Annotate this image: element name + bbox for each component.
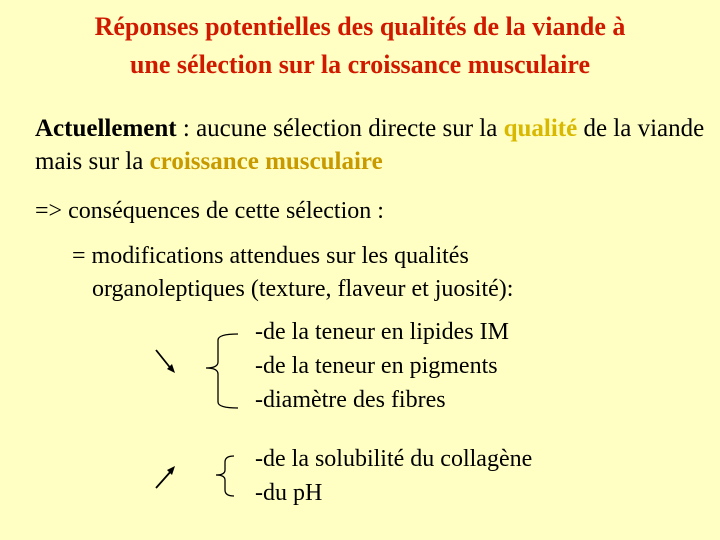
title-line-1: Réponses potentielles des qualités de la viande à	[94, 12, 626, 41]
list-item: -de la teneur en pigments	[255, 353, 498, 379]
intro-text-b: de la viande mais sur la	[35, 115, 705, 175]
list-item: -diamètre des fibres	[255, 387, 446, 413]
increase-list	[255, 442, 532, 510]
increase-arrow-icon	[156, 466, 175, 488]
intro-lead: Actuellement	[35, 115, 177, 142]
intro-text-a: : aucune sélection directe sur la	[176, 115, 504, 142]
list-item: -du pH	[255, 480, 323, 506]
decrease-list	[255, 315, 509, 417]
highlight-growth: croissance musculaire	[149, 148, 383, 175]
title-line-2: une sélection sur la croissance musculaire	[129, 50, 591, 79]
modifications-line-2: organoleptiques (texture, flaveur et juosité):	[92, 276, 514, 302]
brace-decrease-icon	[206, 334, 238, 408]
consequences-line: => conséquences de cette sélection :	[35, 198, 384, 224]
modifications-line-1: = modifications attendues sur les qualités	[72, 243, 469, 269]
list-item: -de la solubilité du collagène	[255, 446, 533, 472]
highlight-quality: qualité	[503, 115, 578, 142]
decrease-arrow-icon	[156, 350, 175, 373]
list-item: -de la teneur en lipides IM	[255, 319, 509, 345]
brace-increase-icon	[216, 456, 234, 496]
